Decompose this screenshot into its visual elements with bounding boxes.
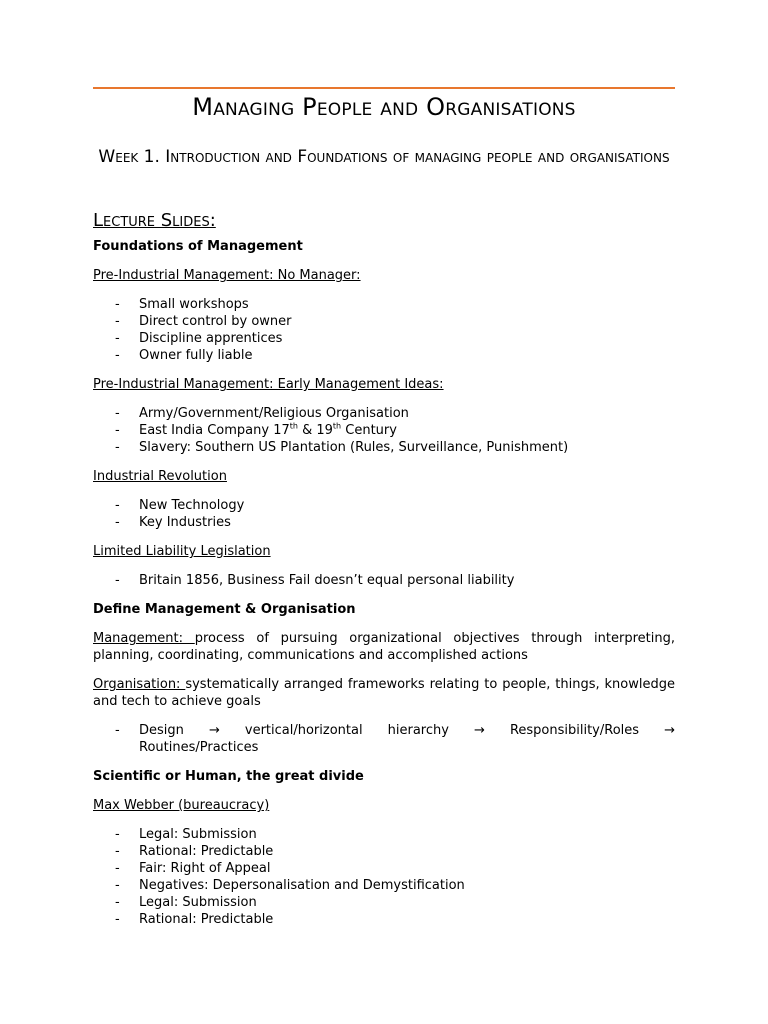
limited-heading: Limited Liability Legislation [93, 544, 271, 559]
list-item [93, 422, 675, 439]
design-flow [139, 722, 675, 739]
list-item: - Discipline apprentices [93, 330, 675, 347]
arrow-icon: → [664, 723, 675, 738]
organisation-definition [93, 676, 675, 710]
pre-no-manager-heading: Pre-Industrial Management: No Manager: [93, 268, 361, 283]
management-text: process of pursuing organizational objectives through interpreting, planning, coordinating, communications and accomplished actions [93, 631, 675, 663]
foundations-heading: Foundations of Management [93, 239, 303, 254]
flow-word: - Design [139, 723, 184, 738]
industrial-heading: Industrial Revolution [93, 469, 227, 484]
list-item: - Legal: Submission [93, 894, 675, 911]
weber-list [93, 826, 675, 928]
list-item: - Owner fully liable [93, 347, 675, 364]
item-text: East India Company 17 [139, 423, 290, 438]
list-item: - Negatives: Depersonalisation and Demystification [93, 877, 675, 894]
list-item: - Army/Government/Religious Organisation [93, 405, 675, 422]
list-item: - Slavery: Southern US Plantation (Rules, Surveillance, Punishment) [93, 439, 675, 456]
arrow-icon: → [474, 723, 485, 738]
list-item: - Rational: Predictable [93, 843, 675, 860]
industrial-list [93, 497, 675, 531]
page-title: Managing People and Organisations [192, 93, 576, 121]
weber-heading: Max Webber (bureaucracy) [93, 798, 270, 813]
list-item: - Rational: Predictable [93, 911, 675, 928]
define-heading: Define Management & Organisation [93, 602, 356, 617]
item-text: & 19 [297, 423, 333, 438]
list-item: - Fair: Right of Appeal [93, 860, 675, 877]
design-flow-list [93, 722, 675, 756]
pre-early-heading: Pre-Industrial Management: Early Management Ideas: [93, 377, 444, 392]
page-subtitle: Week 1. Introduction and Foundations of managing people and organisations [98, 147, 670, 167]
scientific-heading: Scientific or Human, the great divide [93, 769, 364, 784]
flow-word: vertical/horizontal [244, 723, 363, 738]
flow-word: hierarchy [387, 723, 449, 738]
list-item [93, 722, 675, 756]
management-label: Management: [93, 631, 195, 646]
list-item: - Britain 1856, Business Fail doesn’t equal personal liability [93, 572, 675, 589]
superscript: th [332, 421, 342, 431]
document-body [93, 238, 675, 940]
list-item: - Small workshops [93, 296, 675, 313]
header-rule [93, 87, 675, 89]
pre-early-list [93, 405, 675, 456]
list-item: - Direct control by owner [93, 313, 675, 330]
arrow-icon: → [208, 723, 220, 738]
organisation-text: systematically arranged frameworks relating to people, things, knowledge and tech to achieve goals [93, 677, 675, 709]
section-heading: Lecture Slides: [93, 210, 216, 231]
list-item: - Key Industries [93, 514, 675, 531]
organisation-label: Organisation: [93, 677, 186, 692]
management-definition [93, 630, 675, 664]
list-item: - Legal: Submission [93, 826, 675, 843]
flow-line-2: Routines/Practices [139, 740, 259, 755]
pre-no-manager-list [93, 296, 675, 364]
item-text: Century [341, 423, 397, 438]
superscript: th [289, 421, 298, 431]
flow-word: Responsibility/Roles [509, 723, 640, 738]
list-item: - New Technology [93, 497, 675, 514]
limited-list [93, 572, 675, 589]
